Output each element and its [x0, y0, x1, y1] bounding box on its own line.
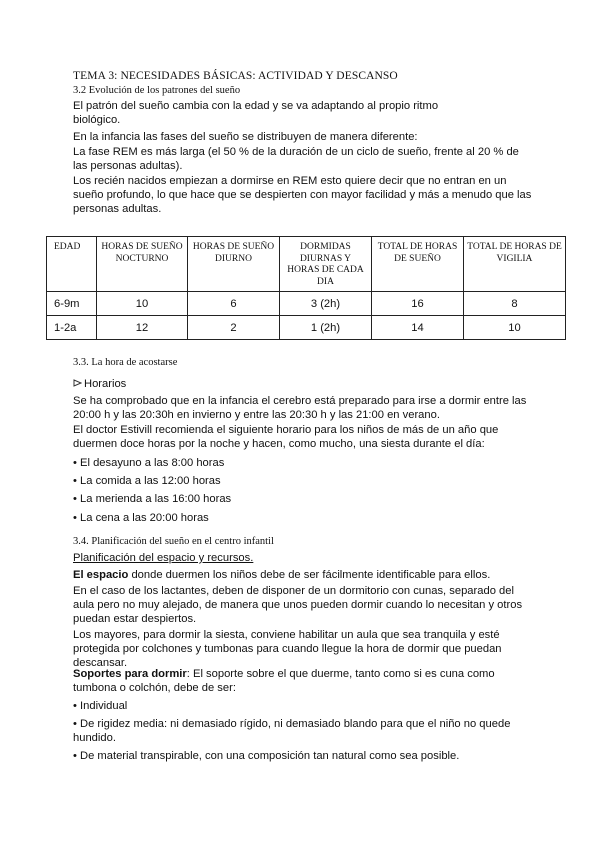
table-header-cell: TOTAL DE HORAS DE VIGILIA [464, 237, 566, 292]
table-cell: 14 [372, 316, 464, 340]
triangle-bullet-icon [73, 379, 82, 387]
list-item: • El desayuno a las 8:00 horas [73, 457, 225, 469]
paragraph [73, 667, 533, 695]
table-header-cell: HORAS DE SUEÑO DIURNO [188, 237, 280, 292]
table-cell: 3 (2h) [280, 292, 372, 316]
paragraph [73, 568, 533, 582]
table-header-cell: HORAS DE SUEÑO NOCTURNO [97, 237, 188, 292]
subheading-label: Horarios [84, 378, 127, 390]
paragraph-text: donde duermen los niños debe de ser fácilmente identificable para ellos. [128, 569, 491, 581]
paragraph: El doctor Estivill recomienda el siguiente horario para los niños de más de un año que duermen doce horas por la noche y hacen, como mucho, una siesta durante el día: [73, 424, 499, 450]
document-title: TEMA 3: NECESIDADES BÁSICAS: ACTIVIDAD Y DESCANSO [73, 70, 398, 82]
list-item: • Individual [73, 700, 128, 712]
subheading-horarios [73, 377, 533, 391]
table-cell: 6 [188, 292, 280, 316]
table-row [47, 316, 566, 340]
list-item: • De material transpirable, con una composición tan natural como sea posible. [73, 750, 460, 762]
table-header-cell: EDAD [47, 237, 97, 292]
paragraph: En el caso de los lactantes, deben de disponer de un dormitorio con cunas, separado del aula pero no muy alejado, de manera que unos pueden dormir cuando lo necesitan y otros puedan estar despiertos. [73, 585, 523, 625]
list-item: • La merienda a las 16:00 horas [73, 493, 232, 505]
section-heading-3-3: 3.3. La hora de acostarse [73, 357, 178, 368]
table-cell: 1-2a [47, 316, 97, 340]
table-header-cell: TOTAL DE HORAS DE SUEÑO [372, 237, 464, 292]
table-header-row [47, 237, 566, 292]
table-row [47, 292, 566, 316]
paragraph: Los recién nacidos empiezan a dormirse en REM esto quiere decir que no entran en un sueño profundo, lo que hace que se despierten con mayor facilidad y más a menudo que las personas adultas. [73, 175, 532, 215]
underlined-text: Planificación del espacio y recursos. [73, 552, 254, 564]
table-cell: 10 [464, 316, 566, 340]
paragraph: Los mayores, para dormir la siesta, conviene habilitar un aula que sea tranquila y esté protegida por colchones y tumbonas para cuando llegue la hora de dormir que puedan descansar. [73, 629, 502, 669]
table-cell: 6-9m [47, 292, 97, 316]
list-item: • La cena a las 20:00 horas [73, 512, 209, 524]
underlined-heading [73, 551, 533, 565]
section-heading-3-4: 3.4. Planificación del sueño en el centro infantil [73, 536, 274, 547]
section-heading-3-2: 3.2 Evolución de los patrones del sueño [73, 85, 241, 96]
table-cell: 10 [97, 292, 188, 316]
table-cell: 1 (2h) [280, 316, 372, 340]
paragraph-text: : El soporte sobre el que duerme, tanto como si es cuna como tumbona o colchón, debe de ser: [73, 668, 495, 694]
bold-term: El espacio [73, 569, 129, 581]
table-cell: 2 [188, 316, 280, 340]
sleep-hours-table [46, 236, 566, 340]
list-item: • De rigidez media: ni demasiado rígido, ni demasiado blando para que el niño no quede hundido. [73, 718, 511, 744]
paragraph: Se ha comprobado que en la infancia el cerebro está preparado para irse a dormir entre las 20:00 h y las 20:30h en invierno y entre las 20:30 h y las 21:00 en verano. [73, 395, 527, 421]
table-cell: 8 [464, 292, 566, 316]
table-header-cell: DORMIDAS DIURNAS Y HORAS DE CADA DIA [280, 237, 372, 292]
paragraph: La fase REM es más larga (el 50 % de la duración de un ciclo de sueño, frente al 20 % de las personas adultas). [73, 146, 519, 172]
table-cell: 16 [372, 292, 464, 316]
table-cell: 12 [97, 316, 188, 340]
bold-term: Soportes para dormir [73, 668, 187, 680]
paragraph: En la infancia las fases del sueño se distribuyen de manera diferente: [73, 131, 418, 143]
list-item: • La comida a las 12:00 horas [73, 475, 221, 487]
paragraph: El patrón del sueño cambia con la edad y se va adaptando al propio ritmo biológico. [73, 100, 439, 126]
